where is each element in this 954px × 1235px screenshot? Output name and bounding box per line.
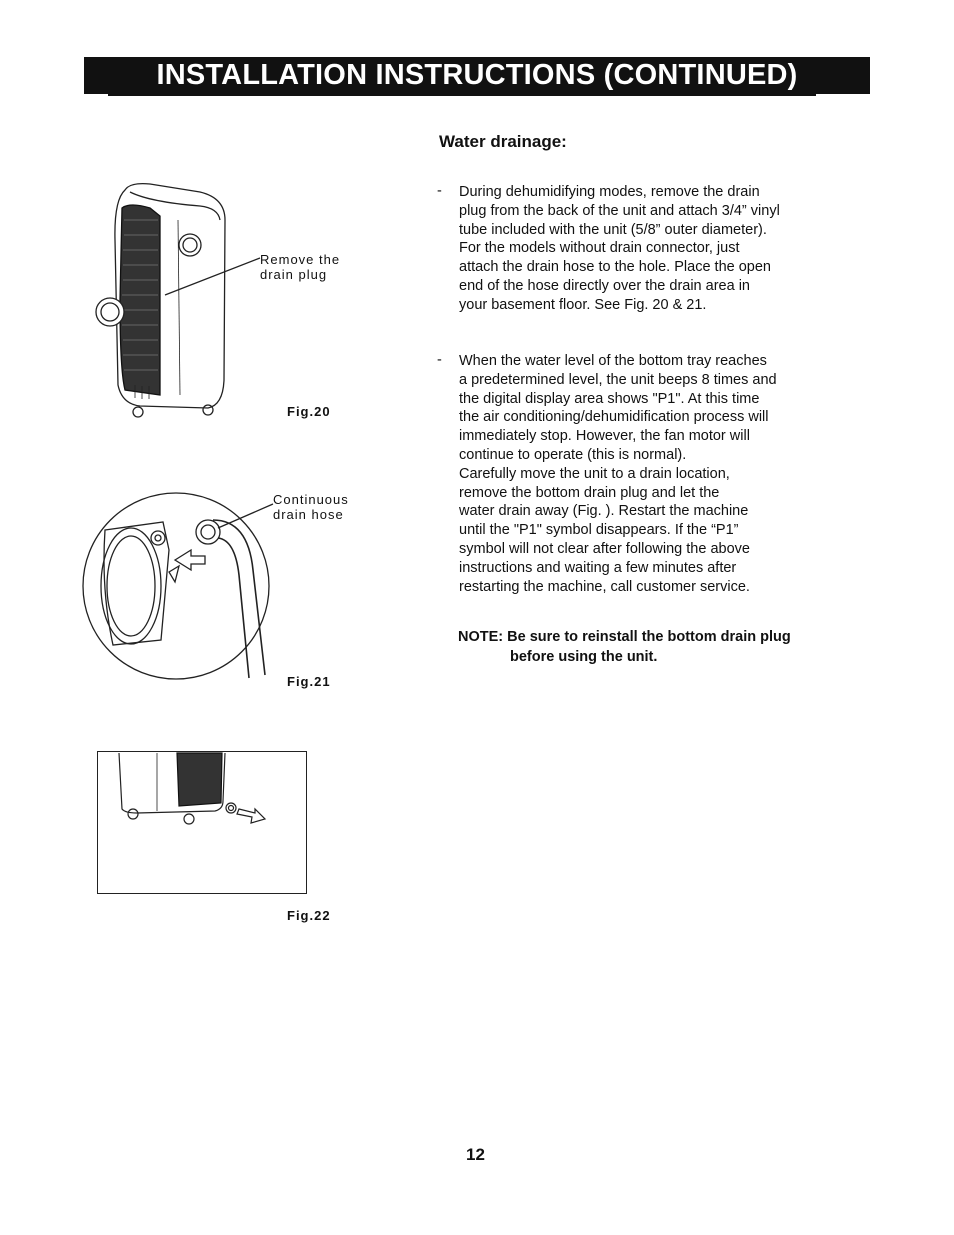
- bullet-marker: -: [437, 183, 442, 199]
- text-line: restarting the machine, call customer service.: [459, 578, 750, 595]
- text-line: instructions and waiting a few minutes after: [459, 559, 737, 576]
- text-line: the air conditioning/dehumidification process will: [459, 409, 769, 426]
- text-line: For the models without drain connector, just: [459, 240, 740, 257]
- text-line: symbol will not clear after following the above: [459, 540, 750, 557]
- section-title: Water drainage:: [439, 132, 567, 151]
- bullet-marker: -: [437, 352, 442, 368]
- fig20-label: Fig.20: [287, 404, 331, 419]
- instruction-paragraph-1: [459, 183, 819, 315]
- callout-line: Remove the: [260, 252, 341, 267]
- instruction-paragraph-2: [459, 352, 819, 596]
- text-line: tube included with the unit (5/8” outer diameter).: [459, 221, 767, 238]
- text-line: remove the bottom drain plug and let the: [459, 484, 720, 501]
- callout-line: drain hose: [273, 507, 344, 522]
- text-line: Carefully move the unit to a drain location,: [459, 465, 730, 482]
- text-line: end of the hose directly over the drain area in: [459, 277, 750, 294]
- header-underline: [108, 94, 816, 96]
- text-line: a predetermined level, the unit beeps 8 times and: [459, 371, 777, 388]
- text-line: During dehumidifying modes, remove the drain: [459, 184, 760, 200]
- fig22-illustration: [97, 751, 307, 896]
- note-line-2: before using the unit.: [510, 648, 658, 665]
- text-line: plug from the back of the unit and attach 3/4” vinyl: [459, 202, 780, 219]
- note-line-1: NOTE: Be sure to reinstall the bottom drain plug: [458, 629, 791, 645]
- text-line: until the "P1" symbol disappears. If the “P1”: [459, 522, 739, 539]
- text-line: immediately stop. However, the fan motor will: [459, 428, 750, 445]
- note: [458, 628, 791, 667]
- fig22-label: Fig.22: [287, 908, 331, 923]
- fig21-label: Fig.21: [287, 674, 331, 689]
- header-bar: [84, 57, 870, 94]
- text-line: continue to operate (this is normal).: [459, 446, 687, 463]
- fig20-illustration: [90, 180, 350, 420]
- text-line: the digital display area shows "P1". At this time: [459, 390, 760, 407]
- text-line: your basement floor. See Fig. 20 & 21.: [459, 296, 707, 313]
- fig21-callout: [273, 492, 349, 522]
- fig20-callout: [260, 252, 340, 282]
- page-title: INSTALLATION INSTRUCTIONS (CONTINUED): [156, 59, 798, 91]
- callout-line: drain plug: [260, 267, 328, 282]
- page-number: 12: [466, 1145, 485, 1164]
- callout-line: Continuous: [273, 492, 349, 507]
- text-line: water drain away (Fig. ). Restart the machine: [459, 503, 749, 520]
- text-line: attach the drain hose to the hole. Place the open: [459, 259, 771, 276]
- text-line: When the water level of the bottom tray reaches: [459, 353, 767, 369]
